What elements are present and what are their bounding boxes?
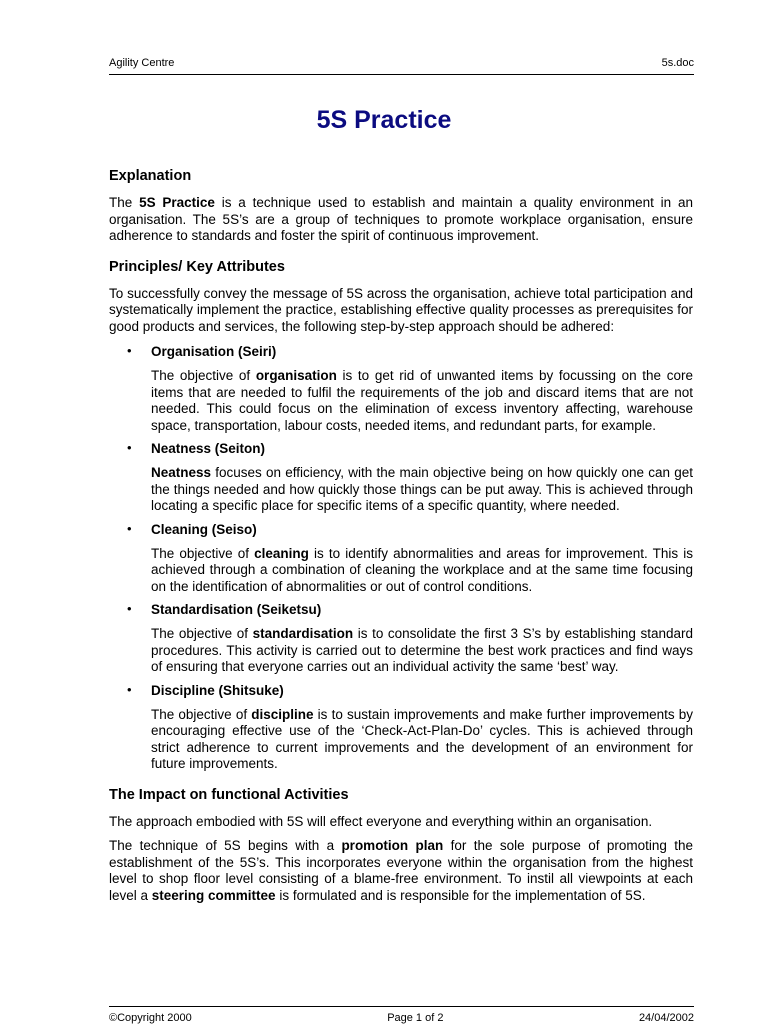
bold-term: discipline (251, 706, 314, 722)
footer-date: 24/04/2002 (638, 1012, 694, 1024)
list-item (109, 440, 693, 515)
bold-term: Neatness (151, 465, 212, 480)
list-item (109, 601, 693, 676)
page-footer (109, 1006, 694, 1025)
bold-term: steering committee (151, 887, 276, 903)
bullet-icon: • (127, 440, 132, 455)
header-left: Agility Centre (109, 57, 175, 69)
bullet-icon: • (127, 520, 132, 536)
bold-term: standardisation (252, 626, 354, 641)
list-item (109, 682, 693, 773)
impact-paragraph-2: The technique of 5S begins with a promotion plan for the sole purpose of promoting the establishment of the 5S’s. This incorporates everyone within the organisation from the highest level to shop floor level consisting of a blame-free environment. To instil all viewpoints at each level a steering committee is formulated and is responsible for the implementation of 5S. (109, 838, 693, 903)
impact-section (109, 785, 693, 905)
list-item (109, 343, 693, 434)
item-description: The objective of standardisation is to consolidate the first 3 S’s by establishing standard procedures. This activity is carried out to determine the best work practices and find ways of ensuring that everyone carries out an individual activity the same ‘best’ way. (151, 626, 693, 674)
item-title: Cleaning (Seiso) (151, 521, 257, 537)
impact-paragraph-1: The approach embodied with 5S will effect everyone and everything within an organisation. (109, 813, 653, 829)
item-title: Standardisation (Seiketsu) (151, 602, 322, 617)
footer-copyright: ©Copyright 2000 (109, 1012, 192, 1024)
impact-heading: The Impact on functional Activities (109, 786, 349, 803)
explanation-section (109, 166, 693, 245)
document-title: 5S Practice (316, 106, 452, 134)
page-header (109, 56, 694, 75)
item-title: Neatness (Seiton) (151, 441, 266, 456)
item-title: Discipline (Shitsuke) (151, 682, 284, 698)
item-description: Neatness focuses on efficiency, with the main objective being on how quickly one can get the things needed and how quickly those things can be put away. This is achieved through locating a specific place for specific items of a specific quantity, where needed. (151, 465, 693, 513)
item-description: The objective of organisation is to get rid of unwanted items by focussing on the core items that are needed to fulfil the requirements of the job and discard items that are not needed. This could focus on the elimination of excess inventory affecting, warehouse space, transportation, labour costs, needed items, and redundant parts, for example. (151, 368, 693, 433)
bold-term: 5S Practice (139, 195, 215, 210)
item-description: The objective of cleaning is to identify abnormalities and areas for improvement. This is achieved through a combination of cleaning the workplace and at the same time focusing on the identification of abnormalities or out of control conditions. (151, 545, 693, 594)
principles-section (109, 257, 693, 773)
item-description: The objective of discipline is to sustain improvements and make further improvements by encouraging effective use of the ‘Check-Act-Plan-Do’ cycles. This is achieved through strict adherence to current improvements and the development of an environment for future improvements. (151, 706, 693, 771)
principles-heading: Principles/ Key Attributes (109, 258, 285, 275)
header-right: 5s.doc (661, 57, 694, 69)
principles-list (109, 343, 693, 773)
list-item (109, 521, 693, 596)
bullet-icon: • (127, 343, 132, 358)
principles-intro: To successfully convey the message of 5S across the organisation, achieve total participation and systematically implement the practice, establishing effective quality processes as prerequisites for good products and services, the following step-by-step approach should be adhered: (109, 285, 693, 334)
bullet-icon: • (127, 601, 132, 616)
explanation-heading: Explanation (109, 168, 192, 184)
bold-term: organisation (255, 368, 337, 383)
bold-term: cleaning (254, 545, 309, 561)
bold-term: promotion plan (341, 838, 444, 853)
document-body (109, 166, 693, 916)
explanation-paragraph: The 5S Practice is a technique used to establish and maintain a quality environment in an organisation. The 5S’s are a group of techniques to promote workplace organisation, ensure adherence to standards and foster the spirit of continuous improvement. (109, 195, 693, 243)
item-title: Organisation (Seiri) (151, 344, 277, 359)
bullet-icon: • (127, 681, 132, 697)
footer-page-number: Page 1 of 2 (387, 1012, 444, 1024)
